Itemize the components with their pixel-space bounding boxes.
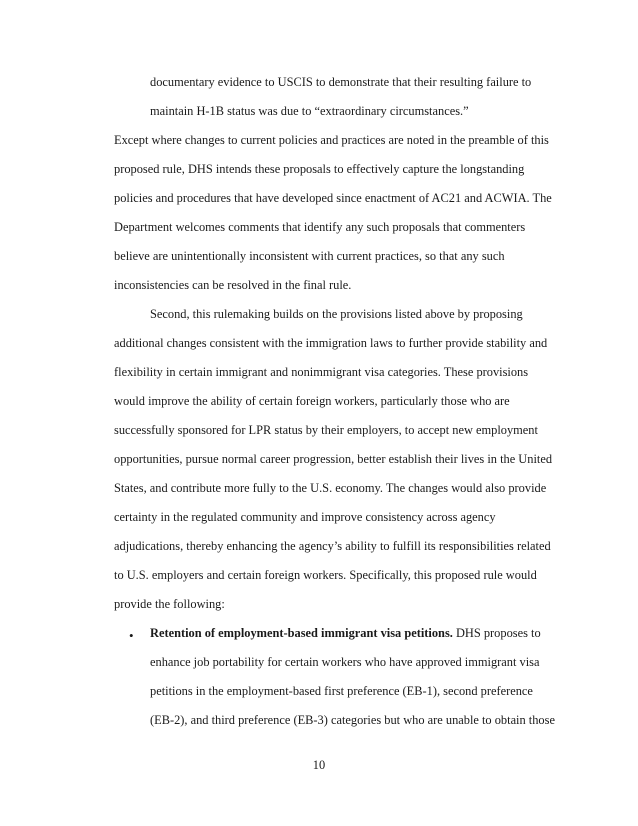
text-line: Second, this rulemaking builds on the provisions listed above by proposing [150,307,523,321]
text-line: maintain H-1B status was due to “extraordinary circumstances.” [150,104,469,118]
text-line: additional changes consistent with the immigration laws to further provide stability and [114,336,548,350]
text-line: believe are unintentionally inconsistent with current practices, so that any such [114,249,505,263]
text-line: documentary evidence to USCIS to demonstrate that their resulting failure to [150,75,532,89]
text-line: petitions in the employment-based first preference (EB-1), second preference [150,684,533,698]
text-line: Except where changes to current policies and practices are noted in the preamble of this [114,133,549,147]
text-line: to U.S. employers and certain foreign workers. Specifically, this proposed rule would [114,568,537,582]
bullet-point: • [129,628,134,643]
text-line: successfully sponsored for LPR status by their employers, to accept new employment [114,423,538,437]
text-line: enhance job portability for certain workers who have approved immigrant visa [150,655,540,669]
text-line: (EB-2), and third preference (EB-3) categories but who are unable to obtain those [150,713,555,727]
text-line: certainty in the regulated community and improve consistency across agency [114,510,496,524]
text-line: Department welcomes comments that identify any such proposals that commenters [114,220,526,234]
text-line: States, and contribute more fully to the U.S. economy. The changes would also provide [114,481,547,495]
text-line: would improve the ability of certain foreign workers, particularly those who are [114,394,510,408]
text-line: adjudications, thereby enhancing the agency’s ability to fulfill its responsibilities related [114,539,551,553]
bullet-heading: Retention of employment-based immigrant visa petitions. [150,626,453,640]
text-line: provide the following: [114,597,225,611]
text-line: opportunities, pursue normal career progression, better establish their lives in the United [114,452,553,466]
text-line: flexibility in certain immigrant and nonimmigrant visa categories. These provisions [114,365,529,379]
text-line: inconsistencies can be resolved in the final rule. [114,278,352,292]
bullet-first-text: DHS proposes to [452,626,541,640]
text-line: proposed rule, DHS intends these proposals to effectively capture the longstanding [114,162,525,176]
text-line: policies and procedures that have developed since enactment of AC21 and ACWIA. The [114,191,552,205]
bullet-first-line [150,625,541,641]
page-number: 10 [312,758,326,772]
